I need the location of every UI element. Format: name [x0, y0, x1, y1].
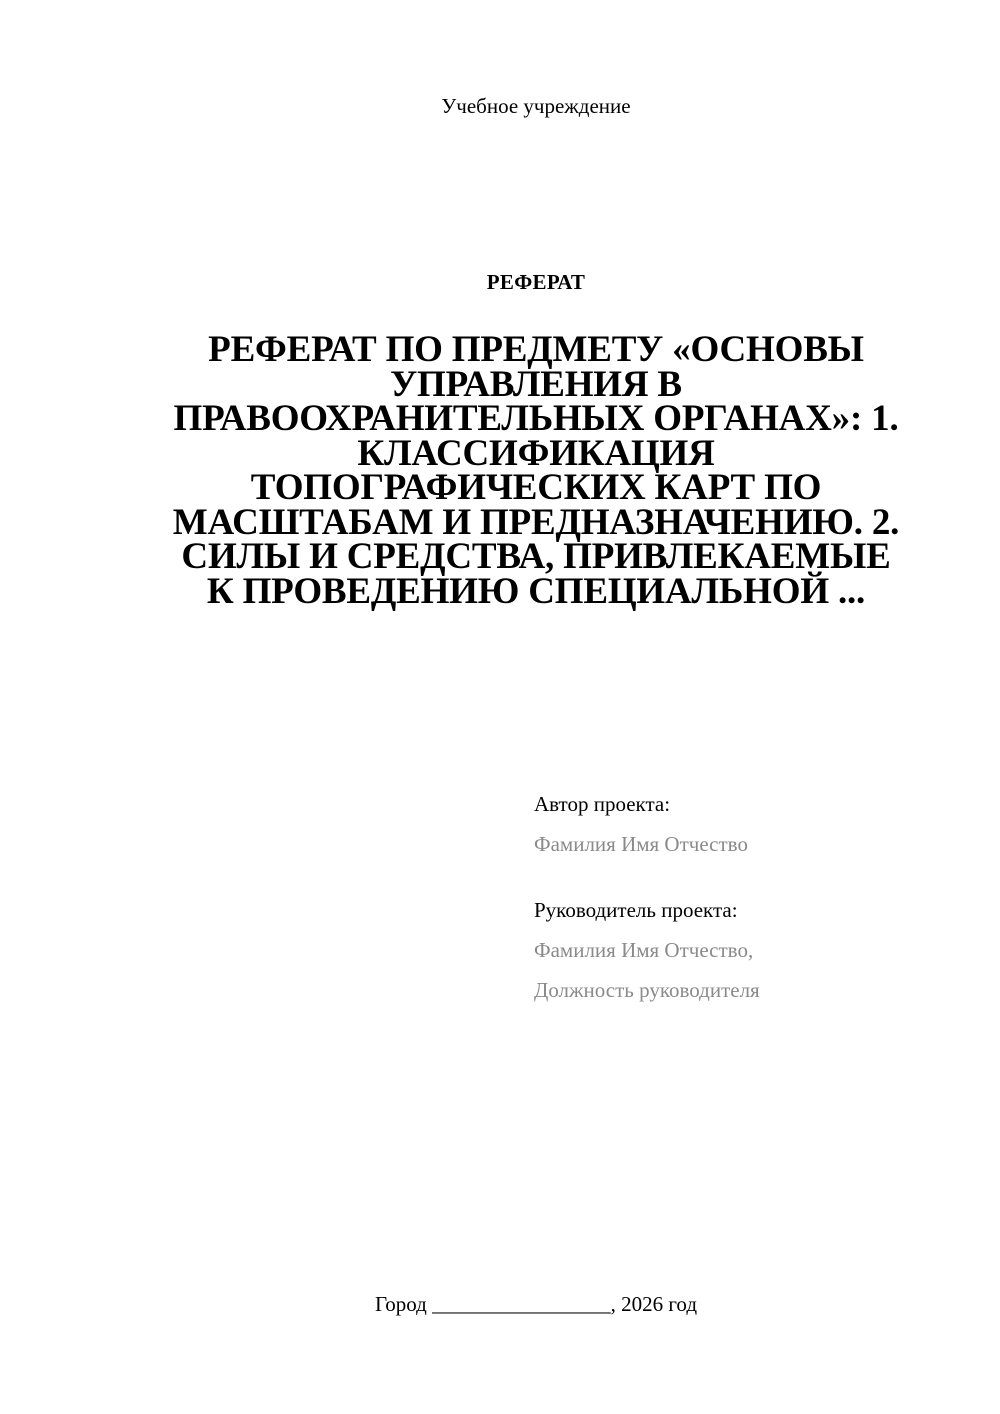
title-line: СИЛЫ И СРЕДСТВА, ПРИВЛЕКАЕМЫЕ — [181, 536, 891, 577]
institution-name: Учебное учреждение — [441, 94, 631, 118]
supervisor-block — [534, 896, 760, 1016]
title-line: ТОПОГРАФИЧЕСКИХ КАРТ ПО — [250, 467, 822, 508]
document-type-heading: РЕФЕРАТ — [486, 270, 586, 294]
supervisor-name: Фамилия Имя Отчество, — [534, 938, 754, 962]
title-line: РЕФЕРАТ ПО ПРЕДМЕТУ «ОСНОВЫ — [208, 329, 864, 370]
main-title — [140, 329, 932, 612]
supervisor-label: Руководитель проекта: — [534, 898, 738, 922]
author-label: Автор проекта: — [534, 792, 671, 816]
author-block — [534, 790, 748, 870]
title-line: УПРАВЛЕНИЯ В — [390, 363, 682, 405]
title-line: МАСШТАБАМ И ПРЕДНАЗНАЧЕНИЮ. 2. — [172, 501, 900, 543]
title-line: К ПРОВЕДЕНИЮ СПЕЦИАЛЬНОЙ ... — [206, 570, 866, 612]
city-year-footer: Город _________________, 2026 год — [374, 1292, 698, 1316]
supervisor-position: Должность руководителя — [534, 978, 760, 1002]
author-name: Фамилия Имя Отчество — [534, 832, 748, 856]
title-line: КЛАССИФИКАЦИЯ — [357, 432, 715, 474]
title-line: ПРАВООХРАНИТЕЛЬНЫХ ОРГАНАХ»: 1. — [173, 398, 899, 439]
